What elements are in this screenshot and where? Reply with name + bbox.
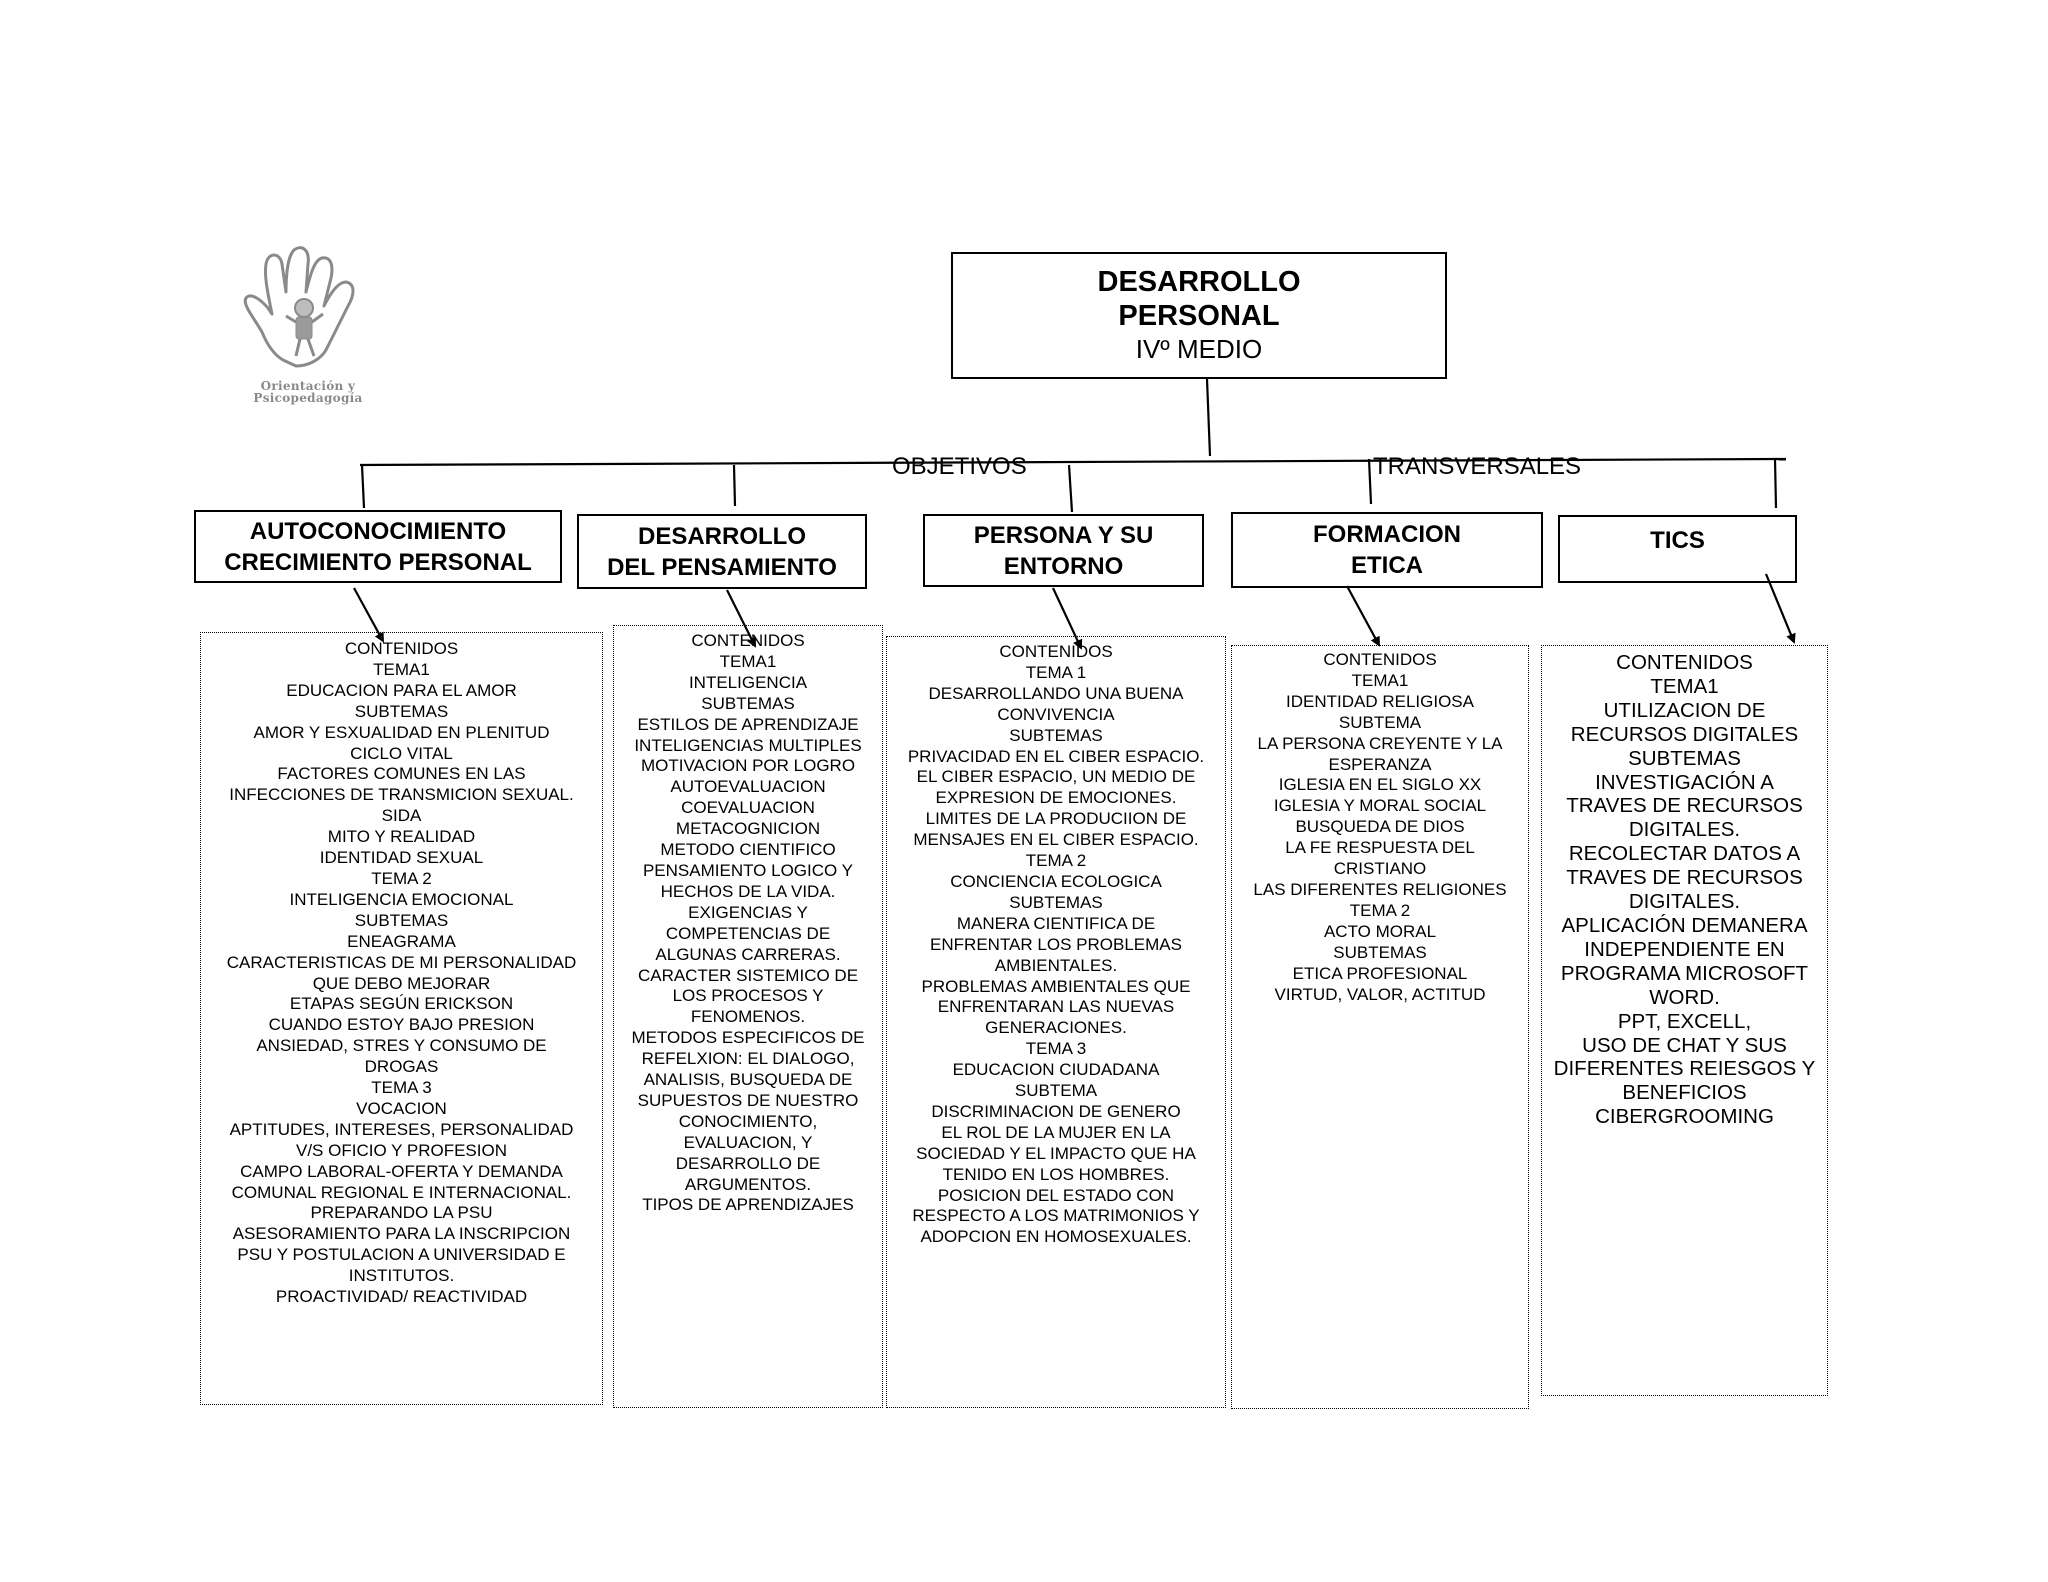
category-title-line: AUTOCONOCIMIENTO: [249, 517, 507, 545]
content-item: EDUCACION CIUDADANA: [952, 1060, 1160, 1080]
content-item: CONCIENCIA ECOLOGICA: [950, 871, 1162, 891]
content-item: ESPERANZA: [1328, 754, 1432, 774]
content-item: CONTENIDOS: [691, 631, 805, 650]
content-item: BUSQUEDA DE DIOS: [1295, 817, 1465, 837]
content-item: IGLESIA EN EL SIGLO XX: [1278, 775, 1482, 795]
content-item: TEMA 2: [1025, 851, 1087, 871]
content-box-desarrollo-pensamiento: [613, 625, 883, 1408]
connector-label-objetivos: OBJETIVOS: [892, 453, 1027, 480]
content-item: INVESTIGACIÓN A: [1595, 770, 1774, 794]
content-item: METODO CIENTIFICO: [660, 840, 836, 860]
category-title-line: CRECIMIENTO PERSONAL: [224, 548, 532, 576]
content-item: LOS PROCESOS Y: [672, 986, 824, 1006]
content-item: ALGUNAS CARRERAS.: [655, 944, 841, 964]
content-item: CAMPO LABORAL-OFERTA Y DEMANDA: [240, 1161, 563, 1181]
content-item: VIRTUD, VALOR, ACTITUD: [1274, 984, 1486, 1004]
content-item: PROACTIVIDAD/ REACTIVIDAD: [275, 1287, 528, 1307]
content-item: INFECCIONES DE TRANSMICION SEXUAL.: [229, 785, 574, 805]
content-item: CONTENIDOS: [1323, 650, 1437, 669]
content-item: EXPRESION DE EMOCIONES.: [935, 788, 1177, 808]
category-tics: [1558, 515, 1797, 583]
content-item: TIPOS DE APRENDIZAJES: [642, 1195, 854, 1215]
content-item: SUPUESTOS DE NUESTRO: [637, 1090, 859, 1110]
content-item: PREPARANDO LA PSU: [310, 1203, 493, 1223]
content-item: LA FE RESPUESTA DEL: [1285, 838, 1475, 858]
content-item: ACTO MORAL: [1323, 921, 1437, 941]
content-item: FACTORES COMUNES EN LAS: [277, 764, 526, 784]
content-item: TEMA 2: [371, 868, 432, 888]
content-item: DIFERENTES REIESGOS Y: [1553, 1057, 1816, 1081]
hand-with-child-icon: [228, 242, 388, 380]
content-item: CONOCIMIENTO,: [678, 1111, 818, 1131]
content-item: DIGITALES.: [1628, 818, 1741, 842]
content-item: INSTITUTOS.: [348, 1266, 455, 1286]
content-list: [1232, 650, 1528, 1005]
content-item: AMOR Y ESXUALIDAD EN PLENITUD: [253, 722, 550, 742]
content-item: METACOGNICION: [675, 819, 821, 839]
content-list: [887, 642, 1225, 1248]
content-item: SUBTEMAS: [1009, 725, 1103, 745]
content-item: REFELXION: EL DIALOGO,: [641, 1049, 855, 1069]
content-item: ETAPAS SEGÚN ERICKSON: [289, 994, 514, 1014]
content-item: ARGUMENTOS.: [684, 1174, 812, 1194]
content-item: EL CIBER ESPACIO, UN MEDIO DE: [916, 767, 1196, 787]
content-item: ETICA PROFESIONAL: [1292, 963, 1468, 983]
content-item: MOTIVACION POR LOGRO: [640, 756, 856, 776]
content-item: SOCIEDAD Y EL IMPACTO QUE HA: [916, 1143, 1196, 1163]
content-item: IGLESIA Y MORAL SOCIAL: [1273, 796, 1487, 816]
content-item: TEMA 1: [1025, 662, 1087, 682]
content-item: TRAVES DE RECURSOS: [1566, 794, 1803, 818]
category-desarrollo-pensamiento: [577, 514, 867, 589]
content-item: DISCRIMINACION DE GENERO: [931, 1101, 1181, 1121]
content-item: RECURSOS DIGITALES: [1570, 722, 1799, 746]
category-title-line: ENTORNO: [1003, 552, 1124, 580]
arrow-5: [1766, 574, 1794, 642]
content-item: LAS DIFERENTES RELIGIONES: [1253, 879, 1507, 899]
content-item: ENFRENTARAN LAS NUEVAS: [937, 997, 1175, 1017]
content-item: SUBTEMAS: [1009, 892, 1103, 912]
content-item: VOCACION: [356, 1098, 447, 1118]
content-item: BENEFICIOS: [1622, 1081, 1747, 1105]
content-item: COMUNAL REGIONAL E INTERNACIONAL.: [231, 1182, 572, 1202]
drop-line-3: [1069, 465, 1072, 512]
content-item: METODOS ESPECIFICOS DE: [631, 1028, 865, 1048]
content-item: SUBTEMA: [1338, 712, 1422, 732]
content-item: CONTENIDOS: [1616, 651, 1753, 674]
content-box-tics: [1541, 645, 1828, 1396]
content-item: USO DE CHAT Y SUS: [1582, 1033, 1787, 1057]
content-item: FENOMENOS.: [690, 1007, 806, 1027]
content-item: QUE DEBO MEJORAR: [312, 973, 491, 993]
drop-line-5: [1775, 459, 1776, 508]
content-item: SUBTEMA: [1014, 1081, 1098, 1101]
drop-line-1: [362, 465, 364, 508]
content-item: TEMA1: [373, 659, 430, 679]
content-item: DIGITALES.: [1628, 890, 1741, 914]
content-item: V/S OFICIO Y PROFESION: [296, 1140, 507, 1160]
content-item: RECOLECTAR DATOS A: [1568, 842, 1801, 866]
content-item: ANALISIS, BUSQUEDA DE: [643, 1070, 853, 1090]
category-title-line: DESARROLLO: [638, 522, 806, 550]
content-item: INTELIGENCIA: [688, 672, 808, 692]
content-item: INTELIGENCIAS MULTIPLES: [634, 735, 862, 755]
content-item: CONTENIDOS: [344, 639, 459, 658]
content-item: SUBTEMAS: [1628, 746, 1741, 770]
content-item: DESARROLLANDO UNA BUENA: [928, 683, 1184, 703]
content-item: EXIGENCIAS Y: [688, 902, 808, 922]
content-item: ENFRENTAR LOS PROBLEMAS: [930, 934, 1182, 954]
content-item: IDENTIDAD RELIGIOSA: [1286, 691, 1474, 711]
content-item: ANSIEDAD, STRES Y CONSUMO DE: [256, 1036, 547, 1056]
content-item: SUBTEMAS: [1333, 942, 1427, 962]
content-list: [1542, 651, 1827, 1129]
content-box-persona-entorno: [886, 636, 1226, 1408]
category-title-line: PERSONA Y SU: [973, 521, 1154, 549]
content-item: DESARROLLO DE: [675, 1153, 821, 1173]
root-title-line1: DESARROLLO: [1097, 266, 1301, 298]
content-item: MANERA CIENTIFICA DE: [956, 913, 1156, 933]
category-title-line: FORMACION: [1313, 521, 1461, 548]
content-item: CARACTER SISTEMICO DE: [637, 965, 859, 985]
content-item: TEMA 2: [1349, 900, 1411, 920]
category-persona-entorno: [923, 514, 1204, 587]
content-item: TEMA1: [719, 651, 777, 671]
content-item: MITO Y REALIDAD: [327, 827, 476, 847]
content-item: ENEAGRAMA: [347, 931, 456, 951]
content-item: LA PERSONA CREYENTE Y LA: [1257, 733, 1503, 753]
content-item: PROBLEMAS AMBIENTALES QUE: [921, 976, 1191, 996]
content-item: ASESORAMIENTO PARA LA INSCRIPCION: [232, 1224, 571, 1244]
content-item: PRIVACIDAD EN EL CIBER ESPACIO.: [907, 746, 1205, 766]
content-box-autoconocimiento: [200, 632, 603, 1405]
content-item: GENERACIONES.: [985, 1018, 1127, 1038]
content-item: INDEPENDIENTE EN: [1584, 937, 1785, 961]
content-item: TEMA 3: [1025, 1039, 1087, 1059]
content-item: ADOPCION EN HOMOSEXUALES.: [920, 1227, 1192, 1247]
content-item: PPT, EXCELL,: [1617, 1009, 1752, 1033]
content-item: CIBERGROOMING: [1595, 1105, 1774, 1129]
content-item: RESPECTO A LOS MATRIMONIOS Y: [912, 1206, 1200, 1226]
content-item: TRAVES DE RECURSOS: [1566, 866, 1803, 890]
content-item: PENSAMIENTO LOGICO Y: [642, 860, 854, 880]
content-item: COEVALUACION: [681, 798, 815, 818]
content-item: IDENTIDAD SEXUAL: [319, 848, 484, 868]
connector-label-transversales: TRANSVERSALES: [1373, 453, 1582, 480]
content-item: CRISTIANO: [1333, 859, 1427, 879]
category-title-line: DEL PENSAMIENTO: [607, 553, 837, 581]
content-item: AMBIENTALES.: [994, 955, 1118, 975]
category-title-line: ETICA: [1351, 552, 1423, 579]
root-title-line2: PERSONAL: [1118, 300, 1280, 332]
content-item: CONTENIDOS: [999, 642, 1113, 661]
content-item: UTILIZACION DE: [1603, 698, 1766, 722]
content-item: WORD.: [1649, 985, 1720, 1009]
logo-text-line1: Orientación y: [260, 379, 356, 393]
content-item: EL ROL DE LA MUJER EN LA: [941, 1122, 1171, 1142]
content-item: LIMITES DE LA PRODUCIION DE: [925, 809, 1187, 829]
content-item: ESTILOS DE APRENDIZAJE: [637, 714, 859, 734]
content-item: PSU Y POSTULACION A UNIVERSIDAD E: [237, 1245, 566, 1265]
content-list: [614, 631, 882, 1216]
content-item: SUBTEMAS: [701, 693, 795, 713]
content-item: TENIDO EN LOS HOMBRES.: [942, 1164, 1170, 1184]
content-item: AUTOEVALUACION: [670, 777, 826, 797]
root-node: [951, 252, 1447, 379]
content-item: EVALUACION, Y: [683, 1132, 813, 1152]
content-item: POSICION DEL ESTADO CON: [937, 1185, 1175, 1205]
content-item: SUBTEMAS: [354, 910, 449, 930]
content-item: INTELIGENCIA EMOCIONAL: [289, 889, 514, 909]
logo: [228, 242, 388, 422]
content-item: APTITUDES, INTERESES, PERSONALIDAD: [229, 1119, 574, 1139]
content-item: SIDA: [381, 806, 422, 826]
content-item: TEMA1: [1650, 674, 1719, 698]
content-item: APLICACIÓN DEMANERA: [1561, 913, 1808, 937]
content-item: CUANDO ESTOY BAJO PRESION: [268, 1015, 535, 1035]
content-item: EDUCACION PARA EL AMOR: [286, 680, 517, 700]
content-item: TEMA 3: [371, 1078, 432, 1098]
content-item: DROGAS: [364, 1057, 439, 1077]
content-item: CONVIVENCIA: [997, 704, 1115, 724]
category-title-line: TICS: [1650, 527, 1705, 554]
content-item: COMPETENCIAS DE: [665, 923, 831, 943]
content-item: PROGRAMA MICROSOFT: [1560, 961, 1809, 985]
drop-line-4: [1369, 459, 1371, 504]
content-list: [201, 639, 602, 1308]
content-item: CARACTERISTICAS DE MI PERSONALIDAD: [226, 952, 577, 972]
content-item: CICLO VITAL: [350, 743, 453, 763]
arrow-4: [1347, 586, 1379, 645]
content-item: TEMA1: [1351, 670, 1409, 690]
content-item: MENSAJES EN EL CIBER ESPACIO.: [913, 830, 1199, 850]
category-formacion-etica: [1231, 512, 1543, 588]
root-subtitle: IVº MEDIO: [1135, 334, 1263, 364]
logo-text-line2: Psicopedagogía: [253, 391, 363, 405]
content-item: SUBTEMAS: [354, 701, 449, 721]
root-connector-line: [1207, 379, 1210, 456]
content-box-formacion-etica: [1231, 645, 1529, 1409]
content-item: HECHOS DE LA VIDA.: [660, 881, 836, 901]
category-autoconocimiento: [194, 510, 562, 583]
drop-line-2: [734, 465, 735, 506]
